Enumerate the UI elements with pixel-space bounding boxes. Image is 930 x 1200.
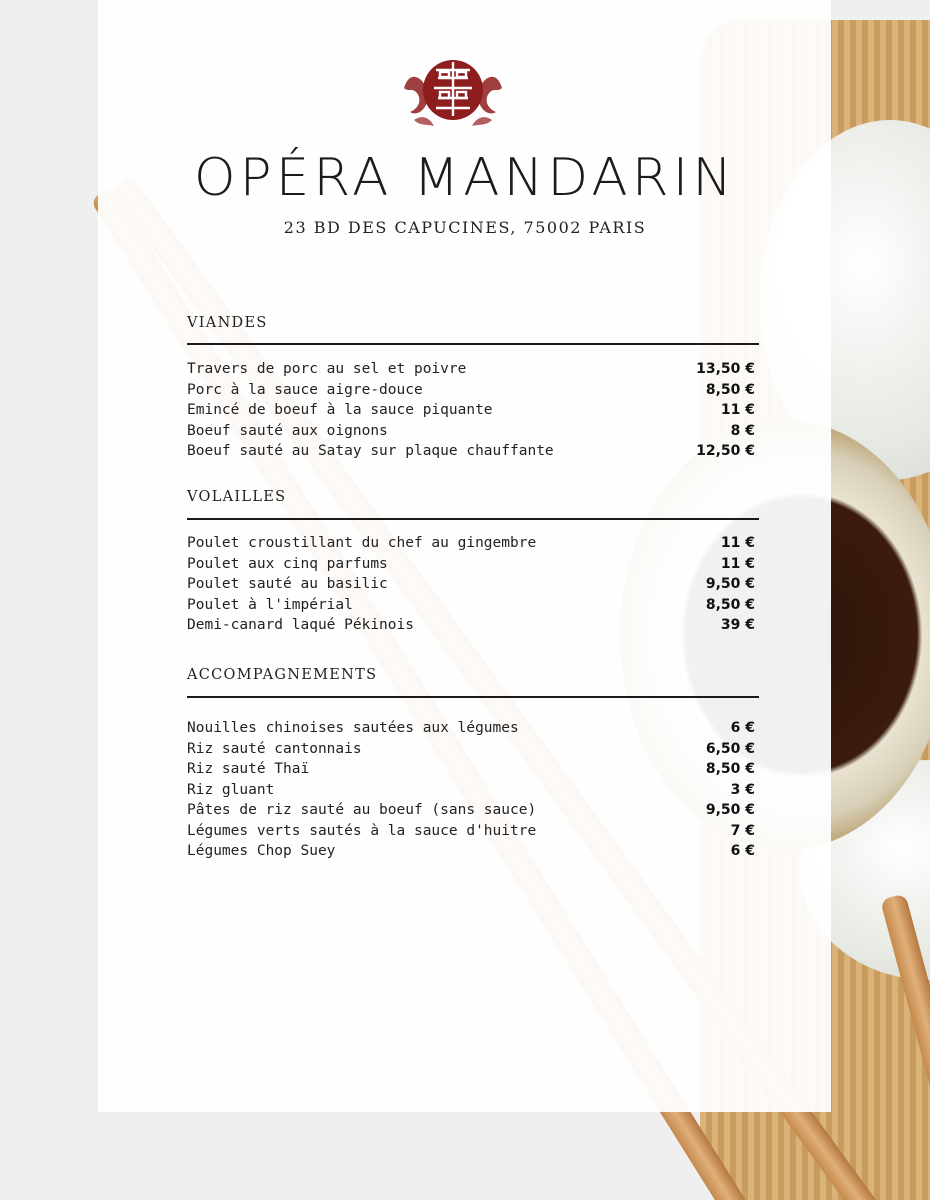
item-price: 7 € — [730, 822, 755, 839]
section-title-volailles: VOLAILLES — [187, 489, 287, 505]
menu-item — [187, 821, 759, 842]
item-name: Boeuf sauté aux oignons — [187, 422, 388, 439]
menu-item — [187, 780, 759, 801]
menu-item — [187, 800, 759, 821]
menu-item — [187, 533, 759, 554]
item-name: Demi-canard laqué Pékinois — [187, 617, 414, 633]
menu-item — [187, 739, 759, 760]
item-name: Riz sauté Thaï — [187, 761, 310, 777]
item-price: 6 € — [730, 720, 755, 736]
item-price: 13,50 € — [696, 361, 755, 377]
item-name: Porc à la sauce aigre-douce — [187, 381, 423, 398]
menu-item — [187, 615, 759, 636]
item-name: Poulet croustillant du chef au gingembre — [187, 535, 537, 551]
menu-item — [187, 421, 759, 442]
section-title-viandes: VIANDES — [187, 315, 268, 331]
item-price: 8,50 € — [705, 596, 755, 613]
menu-item — [187, 359, 759, 380]
item-price: 11 € — [720, 535, 755, 551]
item-price: 6 € — [730, 843, 755, 859]
menu-item — [187, 841, 759, 862]
section-items-viandes — [187, 359, 759, 462]
item-name: Travers de porc au sel et poivre — [187, 361, 467, 377]
item-name: Poulet aux cinq parfums — [187, 555, 388, 572]
item-name: Emincé de boeuf à la sauce piquante — [187, 402, 493, 418]
item-price: 8,50 € — [705, 381, 755, 398]
section-divider — [187, 518, 759, 520]
item-price: 9,50 € — [705, 802, 755, 818]
item-name: Poulet sauté au basilic — [187, 576, 388, 592]
item-name: Pâtes de riz sauté au boeuf (sans sauce) — [187, 802, 537, 818]
item-name: Riz sauté cantonnais — [187, 740, 362, 757]
restaurant-address: 23 BD DES CAPUCINES, 75002 PARIS — [283, 218, 647, 237]
menu-item — [187, 380, 759, 401]
restaurant-name: OPÉRA MANDARIN — [193, 148, 737, 208]
menu-item — [187, 400, 759, 421]
item-price: 8,50 € — [705, 761, 755, 777]
item-name: Riz gluant — [187, 781, 275, 798]
section-title-accompagnements: ACCOMPAGNEMENTS — [187, 667, 378, 683]
item-price: 3 € — [730, 781, 755, 798]
menu-item — [187, 554, 759, 575]
section-divider — [187, 343, 759, 345]
section-items-volailles — [187, 533, 759, 636]
menu-item — [187, 441, 759, 462]
item-price: 6,50 € — [705, 740, 755, 757]
item-price: 8 € — [730, 422, 755, 439]
item-price: 9,50 € — [705, 576, 755, 592]
section-items-accompagnements — [187, 718, 759, 862]
item-price: 39 € — [720, 617, 755, 633]
item-name: Poulet à l'impérial — [187, 596, 353, 613]
item-price: 11 € — [720, 402, 755, 418]
item-name: Nouilles chinoises sautées aux légumes — [187, 720, 519, 736]
item-name: Légumes Chop Suey — [187, 843, 336, 859]
menu-item — [187, 718, 759, 739]
menu-item — [187, 595, 759, 616]
menu-item — [187, 759, 759, 780]
item-name: Légumes verts sautés à la sauce d'huitre — [187, 822, 537, 839]
item-price: 12,50 € — [696, 443, 755, 459]
item-name: Boeuf sauté au Satay sur plaque chauffante — [187, 443, 554, 459]
section-divider — [187, 696, 759, 698]
menu-item — [187, 574, 759, 595]
item-price: 11 € — [720, 555, 755, 572]
double-happiness-logo-icon — [400, 48, 506, 132]
